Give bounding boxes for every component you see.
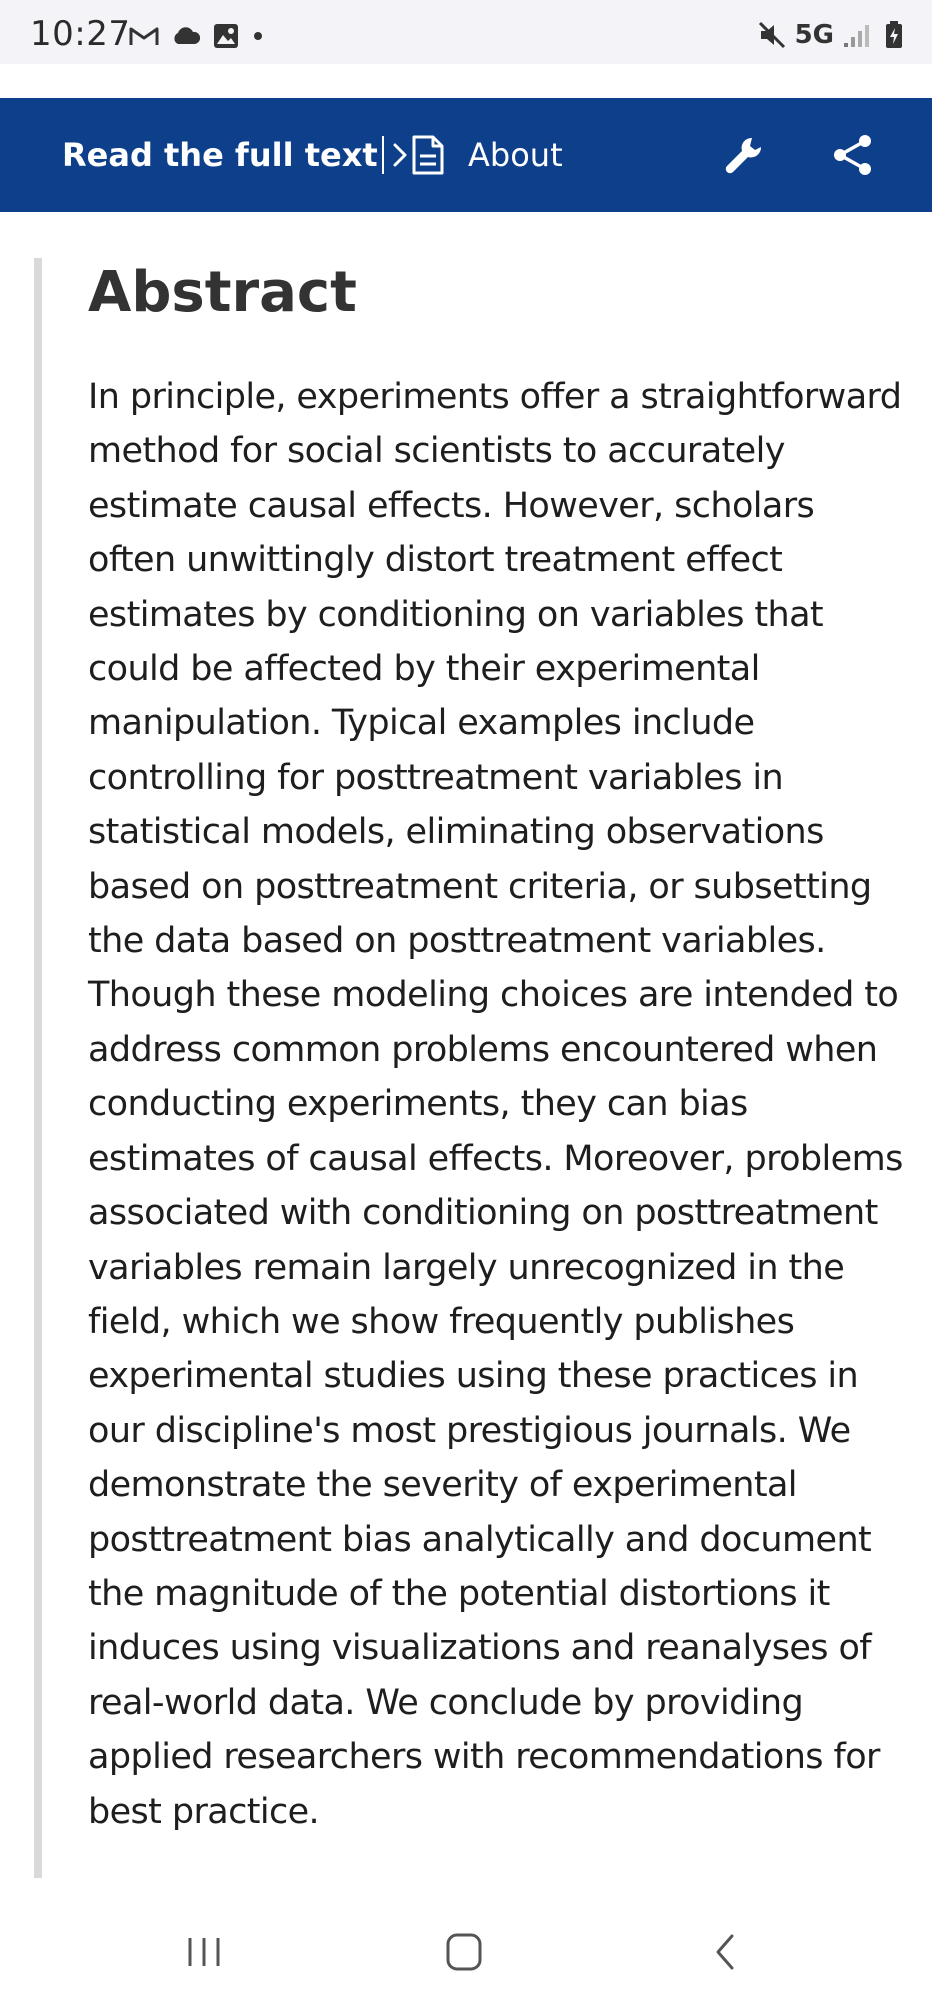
mute-icon (757, 20, 787, 50)
recent-apps-icon[interactable] (176, 1928, 232, 1976)
status-bar (0, 0, 932, 64)
system-status (757, 20, 904, 50)
cloud-icon (170, 24, 202, 48)
abstract-text: In principle, experiments offer a straightforward method for social scientists to accurately estimate causal effects. However, scholars often unwittingly distort treatment effect estimates by conditioning on variables that could be affected by their experimental manipulation. Typical examples include controlling for posttreatment variables in statistical models, eliminating observations based on posttreatment criteria, or subsetting the data based on posttreatment variables. Though these modeling choices are intended to address common problems encountered when conducting experiments, they can bias estimates of causal effects. Moreover, problems associated with conditioning on posttreatment variables remain largely unrecognized in the field, which we show frequently publishes experimental studies using these practices in our discipline's most prestigious journals. We demonstrate the severity of experimental posttreatment bias analytically and document the magnitude of the potential distortions it induces using visualizations and reanalyses of real-world data. We conclude by providing applied researchers with recommendations for best practice. (88, 377, 903, 1832)
share-icon[interactable] (830, 132, 876, 178)
gallery-icon (212, 22, 240, 50)
read-full-text-button[interactable] (62, 98, 408, 212)
article-toolbar (0, 98, 932, 212)
wrench-icon[interactable] (722, 132, 770, 180)
about-button[interactable] (410, 98, 563, 212)
back-icon[interactable] (698, 1928, 754, 1976)
abstract-left-rule (34, 258, 42, 1878)
document-icon (410, 134, 446, 176)
home-icon[interactable] (436, 1928, 492, 1976)
battery-icon (884, 20, 904, 50)
navigation-bar (0, 1904, 932, 2000)
about-label: About (468, 136, 563, 174)
notification-icons (128, 22, 266, 50)
status-time: 10:27 (30, 14, 131, 54)
network-type: 5G (794, 20, 834, 50)
signal-icon (842, 21, 876, 49)
toolbar-divider (382, 136, 384, 174)
read-full-text-label: Read the full text (62, 136, 378, 174)
dot-icon (250, 28, 266, 44)
chevron-right-icon (392, 141, 408, 169)
top-strip (0, 64, 932, 98)
abstract-heading: Abstract (88, 260, 357, 325)
gmail-icon (128, 24, 160, 48)
